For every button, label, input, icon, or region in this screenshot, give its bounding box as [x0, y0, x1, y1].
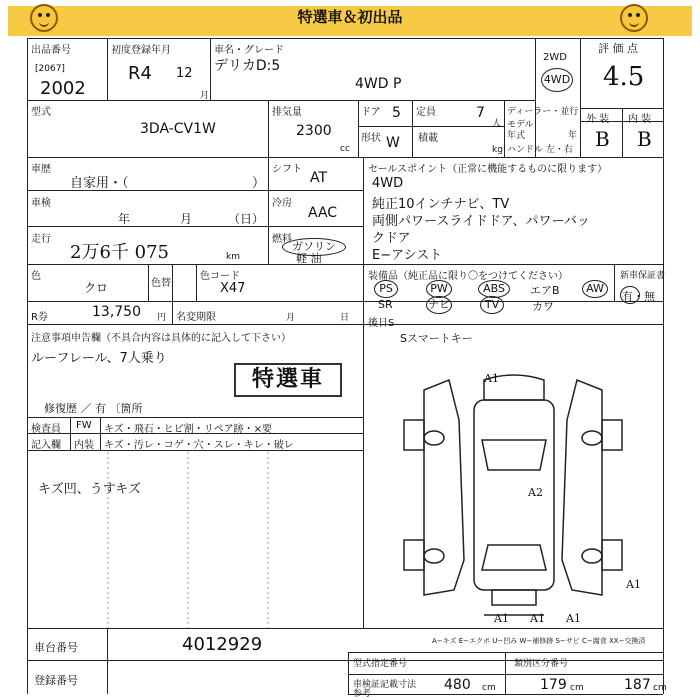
- displacement-value: 2300: [296, 123, 332, 139]
- grid-line: [358, 126, 504, 127]
- exterior-grade: B: [595, 127, 610, 151]
- doors-label: ドア: [361, 107, 381, 118]
- grid-line: [27, 157, 663, 158]
- lot-label: 出品番号: [31, 45, 71, 56]
- color-code-label: 色コード: [200, 271, 240, 282]
- grid-line: [100, 417, 101, 450]
- grid-line: [505, 652, 506, 694]
- equip-aw-circled: AW: [582, 280, 608, 298]
- lot-code: [2067]: [35, 64, 65, 74]
- grid-line: [27, 628, 663, 629]
- grid-line: [504, 100, 505, 157]
- size-label: 車検証記載寸法: [353, 680, 417, 690]
- grid-line: [622, 108, 623, 157]
- model-label-small: モデル: [507, 120, 534, 130]
- registration-label: 登録番号: [34, 674, 78, 687]
- rating-label: 評 価 点: [598, 42, 638, 55]
- height-unit: cm: [653, 683, 667, 693]
- 2wd-label: 2WD: [543, 52, 567, 63]
- damage-legend: A−キズ E−エクボ U−凹み W−補修跡 S−サビ C−腐食 XX−交換済: [432, 637, 646, 645]
- equip-navi-circled: ナビ: [426, 296, 452, 314]
- selling-point-line: 両側パワースライドドア、パワーバッ: [372, 214, 590, 229]
- equip-leather: カワ: [532, 300, 554, 313]
- inspection-year: 年: [118, 212, 131, 226]
- color-label: 色: [31, 271, 41, 282]
- selling-point-line: E−アシスト: [372, 248, 443, 263]
- equip-tv-circled: TV: [480, 296, 504, 314]
- fuel-label: 燃料: [272, 234, 292, 245]
- car-name: デリカD:5: [214, 58, 281, 74]
- first-registration-era: R4: [128, 63, 152, 84]
- grid-line: [27, 226, 363, 227]
- grid-line: [196, 264, 197, 301]
- grid-line: [107, 628, 108, 694]
- color-code: X47: [220, 281, 246, 296]
- mileage-label: 走行: [31, 234, 51, 245]
- capacity-value: 7: [476, 105, 485, 121]
- car-name-label: 車名・グレード: [214, 45, 284, 56]
- car-grade: 4WD P: [355, 76, 402, 92]
- grid-line: [535, 38, 536, 157]
- equip-ps-circled: PS: [374, 280, 398, 298]
- displacement-unit: cc: [340, 144, 350, 154]
- grid-line: [268, 157, 269, 264]
- selling-point-line: クドア: [372, 231, 411, 246]
- grid-line: [27, 324, 663, 325]
- mascot-bear-icon: [30, 4, 58, 32]
- after-value: Sスマートキー: [400, 332, 473, 345]
- length-value: 480: [444, 677, 471, 693]
- width-unit: cm: [570, 683, 584, 693]
- load-label: 積載: [418, 133, 438, 144]
- ac-value: AAC: [308, 205, 338, 221]
- exterior-label: 外 装: [586, 114, 610, 125]
- selling-point-line: 純正10インチナビ、TV: [372, 197, 510, 212]
- mark-a1-right: A1: [626, 578, 641, 591]
- recycle-unit: 円: [157, 313, 167, 323]
- selling-point-line: 4WD: [372, 176, 404, 191]
- length-unit: cm: [482, 683, 496, 693]
- grid-line: [348, 694, 663, 695]
- 4wd-circled: 4WD: [541, 68, 573, 92]
- history-value: 自家用・（: [70, 176, 129, 191]
- recycle-label: R券: [31, 312, 48, 323]
- name-change-label: 名変期限: [176, 312, 216, 323]
- grid-line: [210, 38, 211, 100]
- handle-label: ハンドル 左・右: [507, 145, 573, 155]
- grid-line: [27, 264, 663, 265]
- after-label: 後日S: [368, 318, 395, 329]
- inspection-label: 車検: [31, 198, 51, 209]
- grid-line: [27, 38, 663, 39]
- warranty-label: 新車保証書: [620, 271, 666, 281]
- height-value: 187: [624, 677, 651, 693]
- warranty-circle: [620, 286, 640, 304]
- shape-label: 形状: [361, 133, 381, 144]
- first-registration-label: 初度登録年月: [111, 45, 171, 56]
- grid-line: [27, 301, 663, 302]
- width-value: 179: [540, 677, 567, 693]
- repair-history: 修復歴 ／ 有 〔箇所: [44, 402, 143, 415]
- equip-airbag: エアB: [530, 284, 560, 297]
- notes-label: 注意事項申告欄（不具合内容は具体的に記入して下さい）: [31, 333, 291, 344]
- equip-pw-circled: PW: [426, 280, 452, 298]
- class-label: 類別区分番号: [514, 659, 569, 669]
- interior-items-label: 内装: [74, 440, 94, 451]
- capacity-unit: 人: [492, 119, 502, 129]
- fw-label: FW: [76, 420, 92, 431]
- model-value: 3DA-CV1W: [140, 121, 216, 137]
- ref-label: 参考: [353, 689, 372, 699]
- warranty-value: 有・無: [622, 290, 655, 303]
- mileage-unit: km: [226, 252, 240, 262]
- grid-line: [614, 264, 615, 301]
- grid-line: [663, 38, 664, 694]
- mark-a1-front: A1: [484, 372, 499, 385]
- chassis-label: 車台番号: [34, 641, 78, 654]
- dealer-label: ディーラー・並行: [507, 107, 579, 117]
- ac-label: 冷房: [272, 198, 292, 209]
- shift-value: AT: [310, 170, 328, 186]
- interior-items: キズ・汚レ・コゲ・穴・スレ・キレ・破レ: [104, 440, 294, 451]
- name-change-month: 月: [286, 313, 296, 323]
- grid-line: [358, 100, 359, 157]
- mileage-value: 2万6千 075: [70, 242, 169, 263]
- model-label: 型式: [31, 107, 51, 118]
- first-registration-month: 12: [176, 66, 193, 81]
- chassis-number: 4012929: [182, 634, 263, 655]
- capacity-label: 定員: [416, 107, 436, 118]
- equipment-label: 装備品（純正品に限り〇をつけてください）: [368, 271, 568, 282]
- grid-line: [412, 100, 413, 157]
- mark-a1-rear: A1: [530, 612, 545, 625]
- entry-guide-lines: [28, 452, 362, 628]
- fw-items: キズ・飛石・ヒビ割・リペア跡・×要: [104, 424, 272, 435]
- car-damage-diagram: [364, 360, 662, 628]
- recycle-value: 13,750: [92, 304, 141, 320]
- history-close: ）: [252, 176, 266, 191]
- grid-line: [27, 417, 363, 418]
- inspector-label: 検査員: [31, 424, 61, 435]
- equip-abs-circled: ABS: [478, 280, 510, 298]
- inspection-day: （日）: [228, 212, 265, 226]
- equip-sr: SR: [378, 298, 393, 311]
- inspector-handwriting: キズ凹、うすキズ: [38, 482, 141, 497]
- rating-score: 4.5: [603, 62, 645, 92]
- approval-label: 型式指定番号: [353, 659, 408, 669]
- doors-value: 5: [392, 105, 401, 121]
- special-selection-stamp: 特選車: [234, 363, 342, 397]
- grid-line: [268, 100, 269, 157]
- grid-line: [27, 100, 535, 101]
- mascot-bear-icon: [620, 4, 648, 32]
- name-change-day: 日: [340, 313, 350, 323]
- inspection-month: 月: [180, 212, 193, 226]
- mark-a1-rear: A1: [566, 612, 581, 625]
- interior-label: 内 装: [628, 114, 652, 125]
- banner-title: 特選車＆初出品: [297, 8, 403, 26]
- displacement-label: 排気量: [272, 107, 302, 118]
- grid-line: [70, 417, 71, 450]
- grid-line: [172, 264, 173, 324]
- fuel-gasoline-circled: ガソリン: [282, 238, 346, 256]
- selling-points-label: セールスポイント（正常に機能するものに限ります）: [368, 164, 608, 175]
- grid-line: [107, 38, 108, 100]
- shift-label: シフト: [272, 164, 302, 175]
- color-change-label: 色替: [151, 278, 171, 289]
- grid-line: [148, 264, 149, 301]
- history-label: 車歴: [31, 164, 51, 175]
- color-value: クロ: [84, 281, 109, 295]
- lot-number: 2002: [40, 78, 86, 99]
- model-year-label: 年式: [507, 131, 526, 141]
- year-unit: 年: [568, 131, 578, 141]
- mark-a2-roof: A2: [528, 486, 543, 499]
- fuel-diesel: 軽 油: [296, 252, 322, 265]
- month-unit: 月: [200, 91, 210, 101]
- interior-grade: B: [637, 127, 652, 151]
- load-unit: kg: [492, 145, 503, 155]
- notes-value: ルーフレール、7人乗り: [31, 351, 167, 366]
- grid-line: [348, 652, 349, 694]
- shape-value: W: [386, 135, 400, 151]
- mark-a1-rear: A1: [494, 612, 509, 625]
- grid-line: [580, 38, 581, 157]
- entry-label: 記入欄: [31, 440, 61, 451]
